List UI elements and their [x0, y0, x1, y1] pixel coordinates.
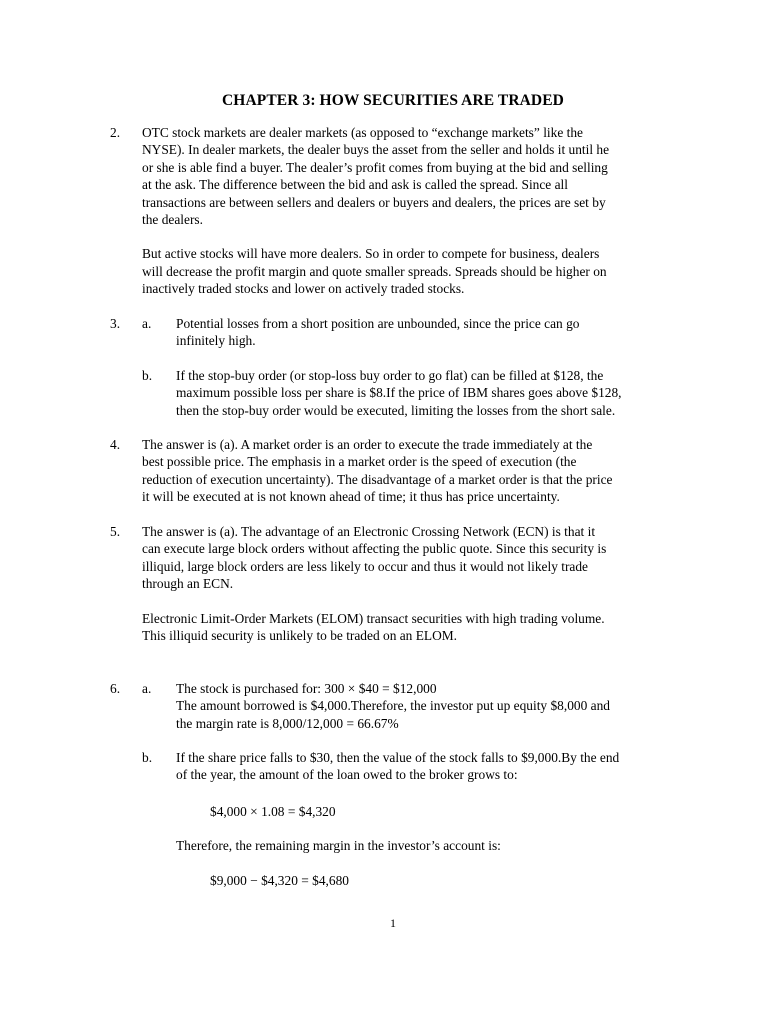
paragraph — [142, 245, 672, 297]
question-number: 2. — [110, 125, 121, 140]
text-line: Potential losses from a short position are unbounded, since the price can go — [176, 316, 580, 331]
text-line: NYSE). In dealer markets, the dealer buys the asset from the seller and holds it until he — [142, 142, 610, 158]
text-line: The answer is (a). A market order is an order to execute the trade immediately at the — [142, 437, 593, 452]
sub-item-letter: b. — [142, 750, 153, 765]
text-line: can execute large block orders without affecting the public quote. Since this security is — [142, 541, 607, 557]
text-line: The answer is (a). The advantage of an Electronic Crossing Network (ECN) is that it — [142, 524, 596, 539]
question-number: 6. — [110, 681, 121, 696]
text-line: at the ask. The difference between the bid and ask is called the spread. Since all — [142, 177, 568, 193]
text-line: infinitely high. — [176, 333, 256, 349]
text-line: the dealers. — [142, 212, 203, 228]
text-line: best possible price. The emphasis in a market order is the speed of execution (the — [142, 454, 577, 470]
text-line: then the stop-buy order would be executed, limiting the losses from the short sale. — [176, 402, 616, 418]
text-line: inactively traded stocks and lower on actively traded stocks. — [142, 281, 465, 297]
question-body — [142, 523, 672, 644]
text-line: The amount borrowed is $4,000.Therefore, the investor put up equity $8,000 and — [176, 698, 610, 714]
equation-remaining-margin: $9,000 − $4,320 = $4,680 — [210, 873, 349, 888]
text-line: If the stop-buy order (or stop-loss buy order to go flat) can be filled at $128, the — [176, 368, 604, 383]
text-line: Electronic Limit-Order Markets (ELOM) transact securities with high trading volume. — [142, 610, 605, 626]
sub-item-letter: a. — [142, 316, 152, 331]
text-line: maximum possible loss per share is $8.If the price of IBM shares goes above $128, — [176, 385, 622, 401]
question-number: 3. — [110, 316, 121, 331]
text-line: If the share price falls to $30, then the value of the stock falls to $9,000.By the end — [176, 750, 620, 765]
chapter-title: CHAPTER 3: HOW SECURITIES ARE TRADED — [222, 92, 564, 109]
text-line: it will be executed at is not known ahead of time; it thus has price uncertainty. — [142, 489, 560, 505]
text-line: But active stocks will have more dealers. So in order to compete for business, dealers — [142, 246, 600, 262]
text-line: through an ECN. — [142, 576, 234, 592]
sub-item-text — [176, 680, 676, 732]
page-number: 1 — [390, 916, 396, 930]
sub-item-letter: a. — [142, 681, 152, 696]
text-line: or she is able find a buyer. The dealer’s profit comes from buying at the bid and selling — [142, 159, 608, 175]
paragraph — [142, 124, 672, 228]
question-body — [142, 124, 672, 298]
text-line: This illiquid security is unlikely to be traded on an ELOM. — [142, 628, 458, 644]
sub-item-letter: b. — [142, 368, 153, 383]
text-line: illiquid, large block orders are less likely to occur and thus it would not likely trade — [142, 558, 589, 574]
sub-item-text — [176, 749, 676, 784]
remaining-margin-text: Therefore, the remaining margin in the investor’s account is: — [176, 838, 501, 853]
text-line: transactions are between sellers and dealers or buyers and dealers, the prices are set by — [142, 194, 606, 210]
question-number: 5. — [110, 524, 121, 539]
text-line: reduction of execution uncertainty). The disadvantage of a market order is that the price — [142, 471, 613, 487]
equation-loan-owed: $4,000 × 1.08 = $4,320 — [210, 804, 336, 819]
text-line: of the year, the amount of the loan owed to the broker grows to: — [176, 767, 518, 783]
text-line: the margin rate is 8,000/12,000 = 66.67% — [176, 715, 399, 731]
sub-item-text — [176, 315, 676, 350]
question-body — [142, 436, 672, 506]
text-line: will decrease the profit margin and quote smaller spreads. Spreads should be higher on — [142, 263, 607, 279]
question-number: 4. — [110, 437, 121, 452]
sub-item-text — [176, 367, 676, 419]
text-line: OTC stock markets are dealer markets (as opposed to “exchange markets” like the — [142, 125, 583, 140]
text-line: The stock is purchased for: 300 × $40 = $12,000 — [176, 681, 437, 696]
